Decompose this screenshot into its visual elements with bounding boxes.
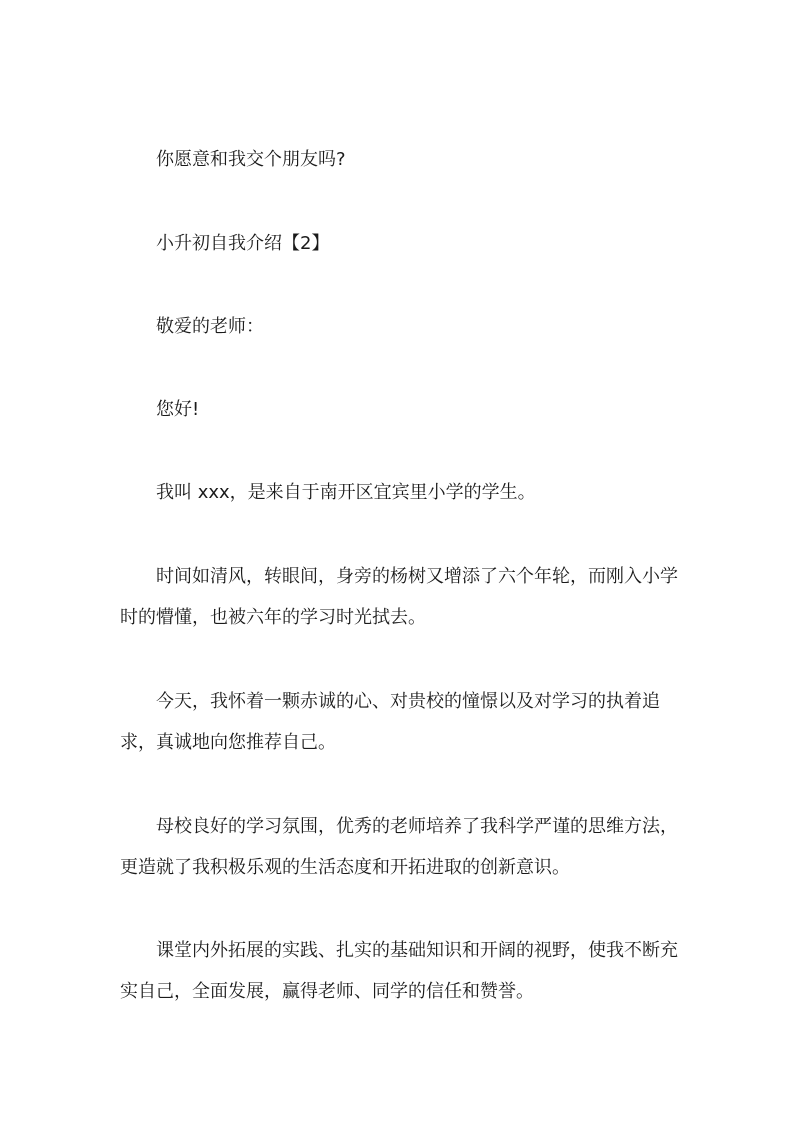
paragraph-practice: 课堂内外拓展的实践、扎实的基础知识和开阔的视野，使我不断充实自己，全面发展，赢得老师、同学的信任和赞誉。 — [120, 940, 678, 1002]
paragraph-introduction: 我叫 xxx，是来自于南开区宜宾里小学的学生。 — [156, 482, 536, 503]
paragraph-today: 今天，我怀着一颗赤诚的心、对贵校的憧憬以及对学习的执着追求，真诚地向您推荐自己。 — [120, 691, 660, 753]
section-heading: 小升初自我介绍【2】 — [156, 233, 330, 254]
greeting: 您好! — [156, 399, 200, 420]
paragraph-school: 母校良好的学习氛围，优秀的老师培养了我科学严谨的思维方法，更造就了我积极乐观的生活态度和开拓进取的创新意识。 — [120, 816, 678, 878]
paragraph-time: 时间如清风，转眼间，身旁的杨树又增添了六个年轮，而刚入小学时的懵懂，也被六年的学习时光拭去。 — [120, 566, 678, 628]
paragraph-question: 你愿意和我交个朋友吗? — [156, 149, 346, 170]
salutation: 敬爱的老师： — [156, 316, 264, 337]
